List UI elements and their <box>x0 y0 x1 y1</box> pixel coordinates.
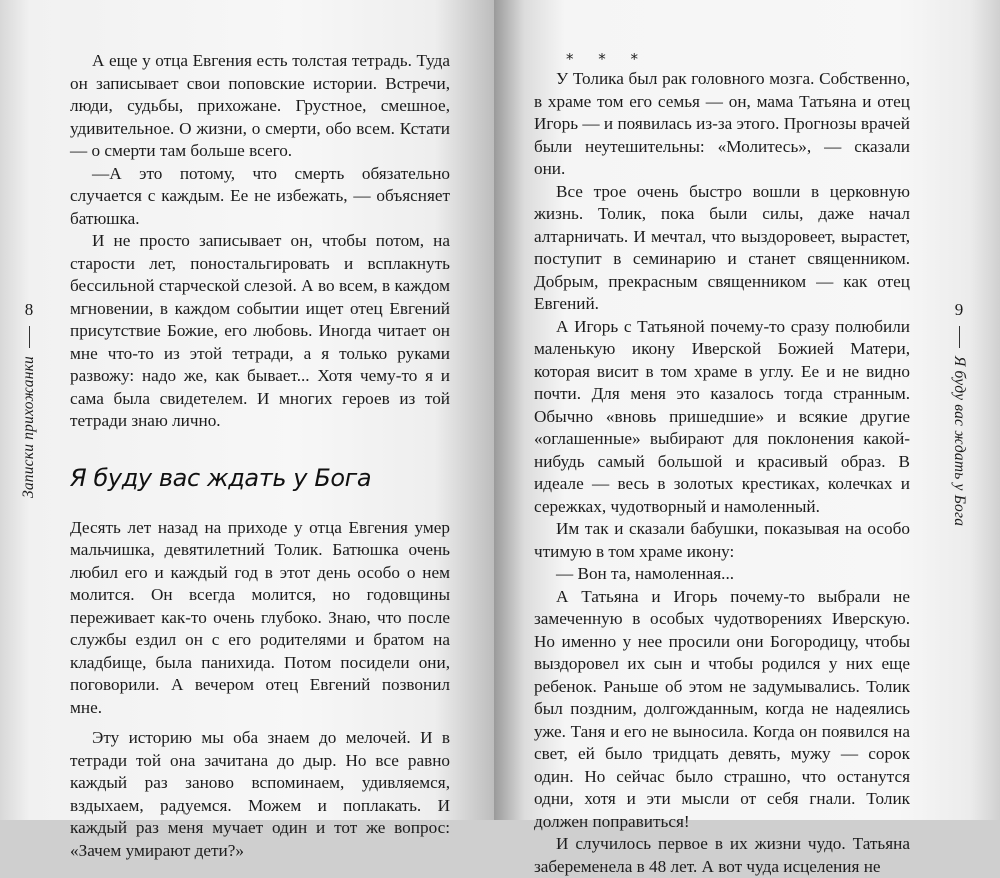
left-margin <box>14 300 44 780</box>
left-margin-rule <box>29 326 30 348</box>
paragraph: Им так и сказали бабушки, показывая на особо чтимую в том храме икону: <box>534 519 910 561</box>
right-running-title: Я буду вас ждать у Бога <box>951 356 968 527</box>
paragraph: Эту историю мы оба знаем до мелочей. И в тетради той она зачитана до дыр. Но все равно каждый раз заново вспоминаем, удивляемся, вздыхаем, радуемся. Можем и поплакать. И каждый раз меня мучает один и тот же вопрос: «Зачем умирают дети?» <box>70 728 450 860</box>
paragraph: А Татьяна и Игорь почему-то выбрали не замеченную в особых чудотворениях Иверскую. Но именно у нее просили они Богородицу, чтобы выздоровел их сын и чтобы родился у них еще ребенок. Раньше об этом не задумывались. Толик был поздним, долгожданным, когда не надеялись уже. Таня и его не выносила. Когда он появился на свет, ей было тридцать девять, мужу — сорок один. Но сейчас было страшно, что останутся одни, хотя и эти мысли от себя гнали. Толик должен поправиться! <box>534 586 910 831</box>
paragraph: И не просто записывает он, чтобы потом, на старости лет, поностальгировать и всплакнуть бессильной старческой слезой. А во всем, в каждом мгновении, в каждом событии ищет отец Евгений присутствие Божие, его любовь. Иногда читает он мне что-то из этой тетради, а я только руками развожу: надо же, как бывает... Хотя чему-то я и сама была свидетелем. И многих героев из той тетради знаю лично. <box>70 231 450 430</box>
left-running-title: Записки прихожанки <box>20 356 37 499</box>
paragraph: А еще у отца Евгения есть толстая тетрадь. Туда он записывает свои поповские истории. Встречи, люди, судьбы, прихожане. Грустное, смешное, удивительное. О жизни, о смерти, обо всем. Кстати — о смерти там больше всего. <box>70 51 450 160</box>
right-text-block <box>534 68 910 878</box>
paragraph: У Толика был рак головного мозга. Собственно, в храме том его семья — он, мама Татьяна и отец Игорь — и появилась из-за этого. Прогнозы врачей были неутешительны: «Молитесь», — сказали они. <box>534 69 910 178</box>
paragraph: —А это потому, что смерть обязательно случается с каждым. Ее не избежать, — объясняет батюшка. <box>70 163 450 228</box>
paragraph: — Вон та, намоленная... <box>556 564 735 583</box>
left-page-number: 8 <box>24 300 34 319</box>
paragraph: Десять лет назад на приходе у отца Евгения умер мальчишка, девятилетний Толик. Батюшка очень любил его и каждый год в этот день особо о нем молится. Он всегда молится, но годовщины переживает как-то очень глубоко. Знаю, что после службы ездил он с его родителями и братом на кладбище, была панихида. Потом посидели они, поговорили. А вечером отец Евгений позвонил мне. <box>70 517 450 717</box>
left-page <box>0 0 494 860</box>
right-page-number: 9 <box>954 300 964 319</box>
section-separator: * * * <box>566 50 649 68</box>
left-text-block <box>70 50 450 862</box>
right-margin-rule <box>959 326 960 348</box>
paragraph: А Игорь с Татьяной почему-то сразу полюбили маленькую икону Иверской Божией Матери, которая висит в том храме в углу. Ее и не видно почти. Для меня это казалось тогда странным. Обычно «вновь пришедшие» и всякие другие «оглашенные» выбирают для поклонения какой-нибудь самый большой и красивый образ. В идеале — весь в золотых крестиках, колечках и сережках, чудотворный и намоленный. <box>534 316 910 516</box>
right-margin <box>944 300 974 780</box>
paragraph: Все трое очень быстро вошли в церковную жизнь. Толик, пока были силы, даже начал алтарничать. И мечтал, что выздоровеет, вырастет, поступит в семинарию и станет священником. Добрым, прекрасным священником — как отец Евгений. <box>534 181 910 313</box>
chapter-heading: Я буду вас ждать у Бога <box>70 463 372 492</box>
paragraph: И случилось первое в их жизни чудо. Татьяна забеременела в 48 лет. А вот чуда исцеления не <box>534 834 910 876</box>
